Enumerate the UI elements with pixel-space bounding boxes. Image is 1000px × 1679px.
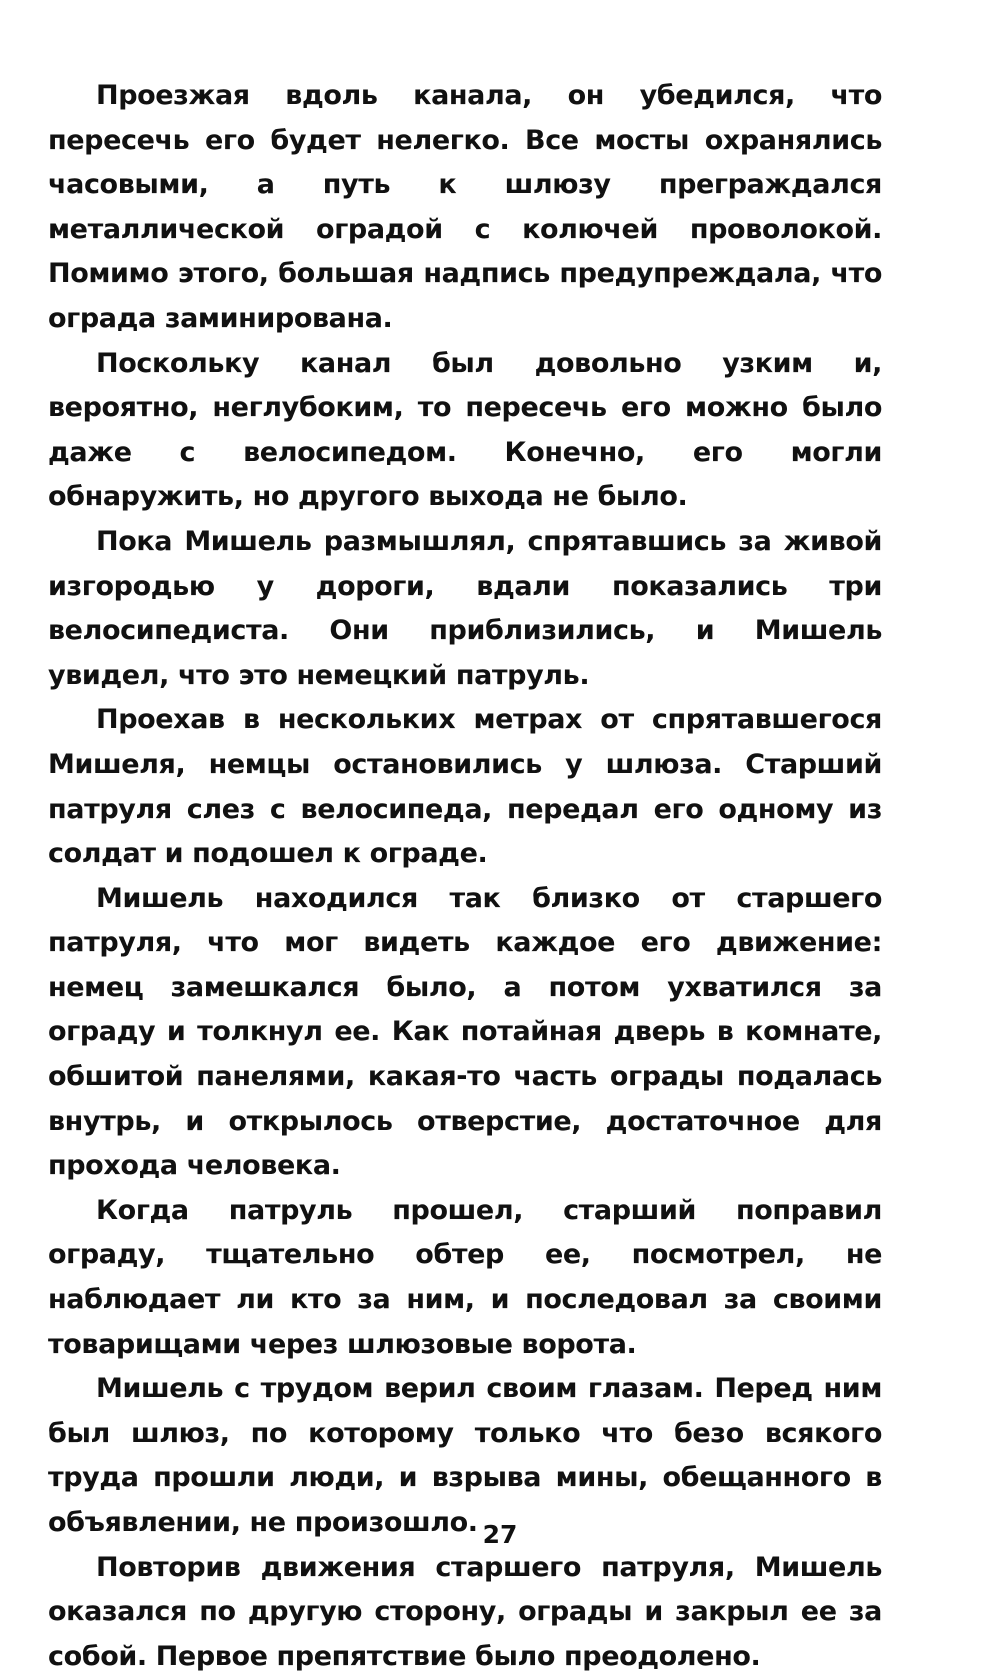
paragraph-8: Повторив движения старшего патруля, Мишель оказался по другую сторону, ограды и закрыл ее за собой. Первое препятствие было преодолено.	[48, 1551, 882, 1672]
paragraph-5: Мишель находился так близко от старшего патруля, что мог видеть каждое его движение: немец замешкался было, а потом ухватился за ограду и толкнул ее. Как потайная дверь в комнате, обшитой панелями, какая-то часть ограды подалась внутрь, и открылось отверстие, достаточное для прохода человека.	[48, 882, 882, 1182]
paragraph-2: Поскольку канал был довольно узким и, вероятно, неглубоким, то пересечь его можно было даже с велосипедом. Конечно, его могли обнаружить, но другого выхода не было.	[48, 347, 882, 513]
paragraph-3: Пока Мишель размышлял, спрятавшись за живой изгородью у дороги, вдали показались три велосипедиста. Они приблизились, и Мишель увидел, что это немецкий патруль.	[48, 525, 882, 691]
paragraph-7: Мишель с трудом верил своим глазам. Перед ним был шлюз, по которому только что безо всякого труда прошли люди, и взрыва мины, обещанного в объявлении, не произошло.	[48, 1373, 882, 1538]
paragraph-6: Когда патруль прошел, старший поправил ограду, тщательно обтер ее, посмотрел, не наблюдает ли кто за ним, и последовал за своими товарищами через шлюзовые ворота.	[48, 1194, 882, 1360]
paragraph-4: Проехав в нескольких метрах от спрятавшегося Мишеля, немцы остановились у шлюза. Старший патруля слез с велосипеда, передал его одному из солдат и подошел к ограде.	[48, 704, 882, 870]
paragraph-1: Проезжая вдоль канала, он убедился, что пересечь его будет нелегко. Все мосты охранялись часовыми, а путь к шлюзу преграждался металлической оградой с колючей проволокой. Помимо этого, большая надпись предупреждала, что ограда заминирована.	[48, 80, 882, 334]
body-text	[48, 74, 882, 1679]
page-number: 27	[482, 1520, 518, 1549]
